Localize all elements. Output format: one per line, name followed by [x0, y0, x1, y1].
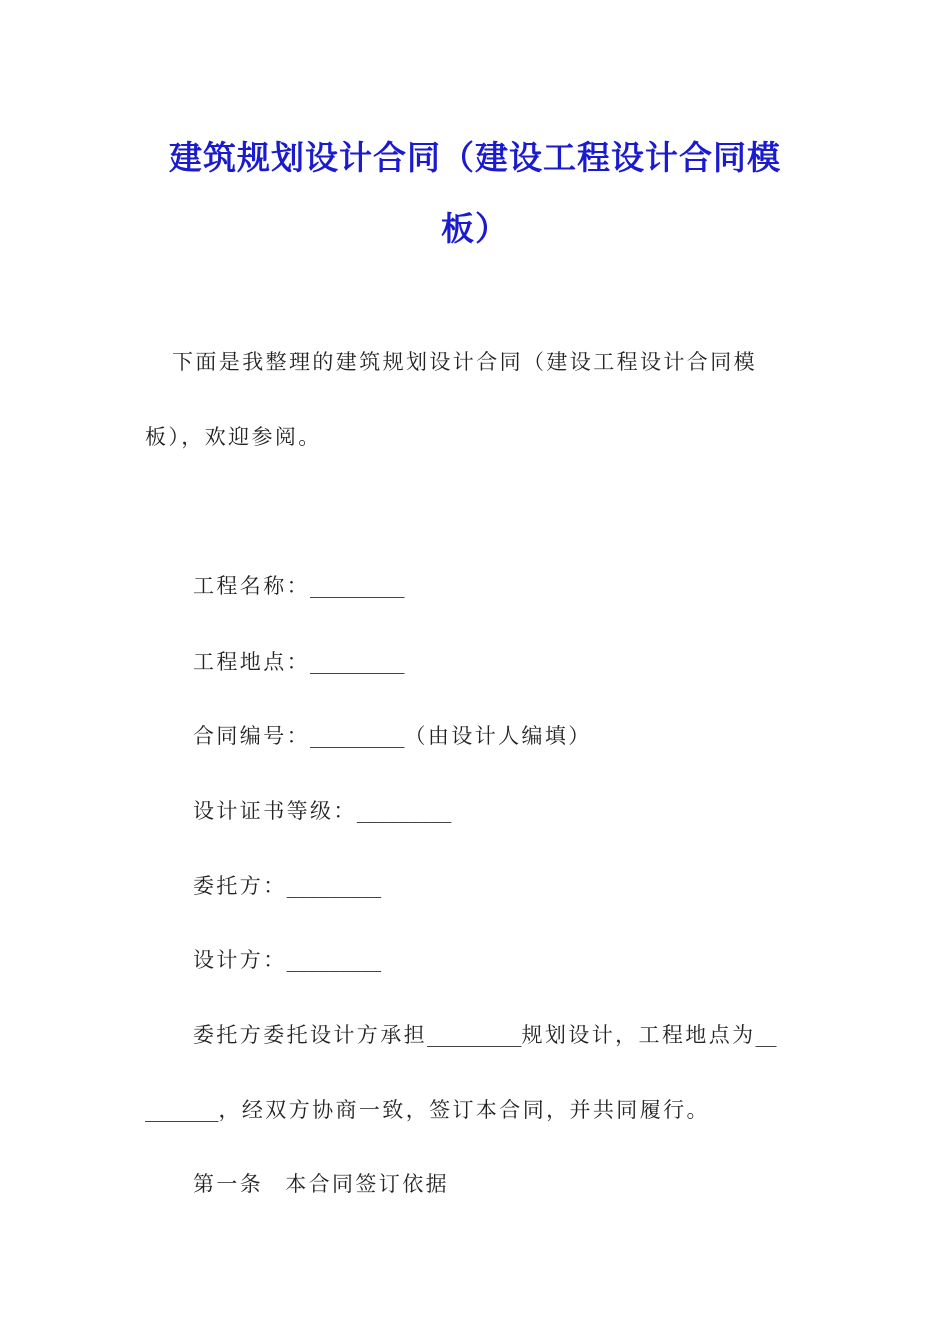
field-project-name — [193, 570, 405, 600]
field-label: 设计方： — [193, 948, 287, 972]
document-title-line-2: 板） — [441, 209, 509, 248]
article-title: 本合同签订依据 — [285, 1172, 450, 1196]
document-title-line-1: 建筑规划设计合同（建设工程设计合同模 — [169, 138, 781, 177]
field-blank: _________ — [286, 874, 382, 898]
article-1-heading — [193, 1168, 449, 1198]
field-label: 工程地点： — [193, 650, 310, 674]
body-text: 规划设计，工程地点为 — [521, 1023, 756, 1047]
field-blank: _________ — [286, 948, 382, 972]
field-contract-number — [193, 720, 592, 750]
field-label: 合同编号： — [193, 724, 310, 748]
field-blank: _________ — [310, 574, 405, 598]
field-blank: _________ — [356, 799, 452, 823]
field-note: （由设计人编填） — [404, 724, 592, 748]
field-project-location — [193, 646, 405, 676]
body-blank: _________ — [427, 1023, 522, 1047]
field-label: 设计证书等级： — [193, 799, 357, 823]
intro-line-1: 下面是我整理的建筑规划设计合同（建设工程设计合同模 — [172, 350, 757, 374]
field-designer — [193, 944, 381, 974]
field-blank: _________ — [310, 650, 405, 674]
body-paragraph-line-2 — [145, 1094, 710, 1124]
article-number: 第一条 — [193, 1172, 264, 1196]
field-client — [193, 870, 381, 900]
body-text: ，经双方协商一致，签订本合同，并共同履行。 — [218, 1098, 710, 1122]
field-certificate-grade — [193, 795, 451, 825]
body-paragraph-line-1 — [193, 1019, 777, 1049]
field-blank: _________ — [310, 724, 405, 748]
field-label: 委托方： — [193, 874, 287, 898]
body-blank: __ — [755, 1023, 777, 1047]
body-text: 委托方委托设计方承担 — [193, 1023, 427, 1047]
body-blank: _______ — [145, 1098, 219, 1122]
field-label: 工程名称： — [193, 574, 310, 598]
intro-line-2: 板），欢迎参阅。 — [145, 425, 322, 449]
